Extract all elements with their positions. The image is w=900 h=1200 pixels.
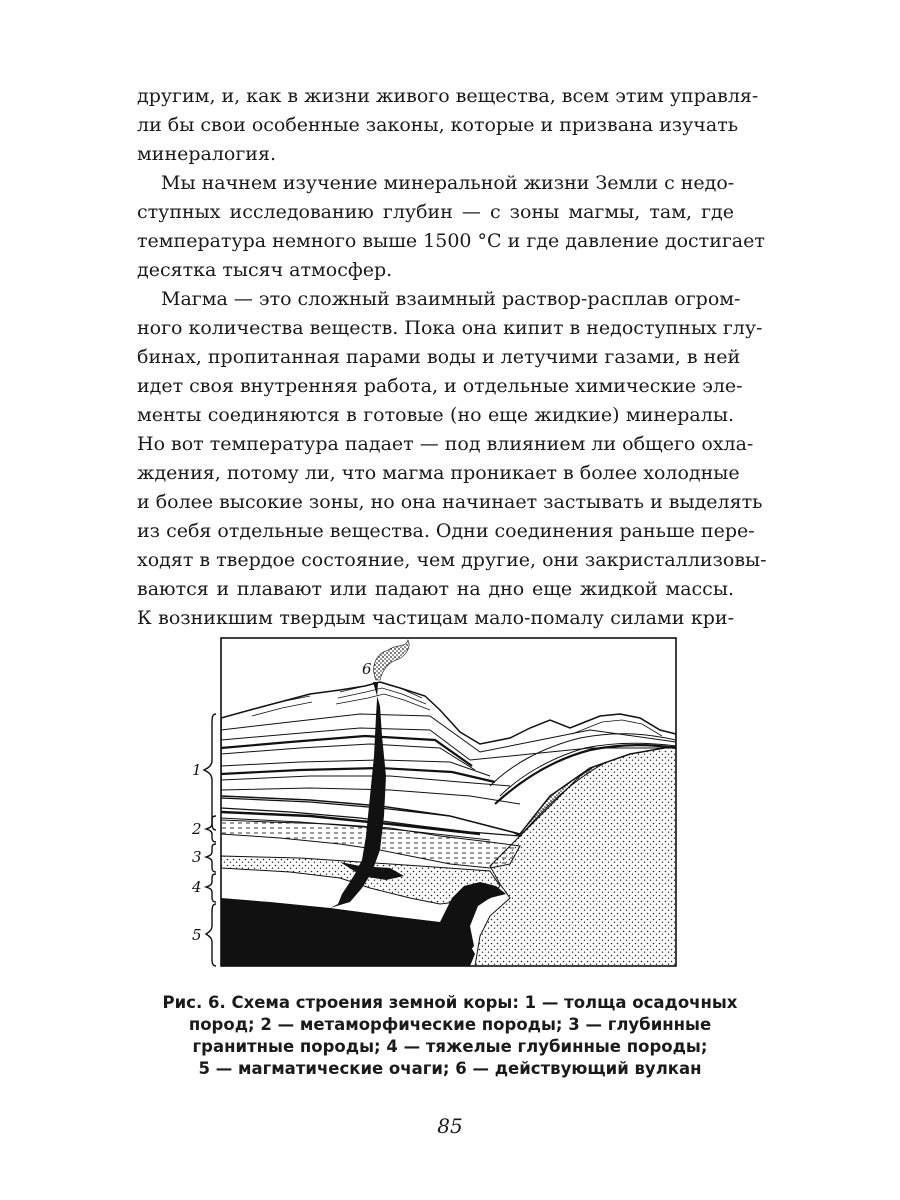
text-line: К возникшим твердым частицам мало-помалу силами кри- [137, 607, 734, 629]
text-line: Мы начнем изучение минеральной жизни Земли с недо- [161, 172, 735, 194]
text-line: ваются и плавают или падают на дно еще жидкой массы. [137, 578, 734, 600]
text-line: из себя отдельные вещества. Одни соединения раньше пере- [137, 520, 755, 542]
caption-line: 5 — магматические очаги; 6 — действующий вулкан [198, 1059, 702, 1078]
text-line: десятка тысяч атмосфер. [137, 259, 393, 281]
caption-line: гранитные породы; 4 — тяжелые глубинные породы; [192, 1037, 708, 1056]
text-line: идет своя внутренняя работа, и отдельные химические эле- [137, 375, 743, 397]
text-line: Магма — это сложный взаимный раствор-расплав огром- [161, 288, 741, 310]
page-number: 85 [437, 1114, 463, 1138]
text-line: ждения, потому ли, что магма проникает в более холодные [137, 462, 740, 484]
text-line: бинах, пропитанная парами воды и летучими газами, в ней [137, 346, 741, 368]
text-line: ли бы свои особенные законы, которые и призвана изучать [137, 114, 739, 136]
figure-label-2: 2 [192, 820, 202, 838]
figure-label-3: 3 [192, 848, 202, 866]
text-line: и более высокие зоны, но она начинает застывать и выделять [137, 491, 763, 513]
figure-label-4: 4 [192, 878, 202, 896]
figure-label-5: 5 [192, 926, 202, 944]
text-line: ного количества веществ. Пока она кипит в недоступных глу- [137, 317, 763, 339]
text-line: минералогия. [137, 143, 276, 165]
figure-caption [137, 992, 763, 1080]
body-text [137, 82, 767, 633]
text-line: Но вот температура падает — под влиянием ли общего охла- [137, 433, 754, 455]
text-line: ходят в твердое состояние, чем другие, они закристаллизовы- [137, 549, 767, 571]
figure-label-6: 6 [362, 660, 372, 678]
text-line: менты соединяются в готовые (но еще жидкие) минералы. [137, 404, 734, 426]
text-line: ступных исследованию глубин — с зоны магмы, там, где [137, 201, 734, 223]
caption-line: пород; 2 — метаморфические породы; 3 — глубинные [188, 1015, 712, 1034]
text-line: температура немного выше 1500 °С и где давление достигает [137, 230, 765, 252]
caption-line: Рис. 6. Схема строения земной коры: 1 — толща осадочных [162, 993, 738, 1012]
figure-label-1: 1 [192, 761, 202, 779]
text-line: другим, и, как в жизни живого вещества, всем этим управля- [137, 85, 759, 107]
earth-crust-diagram [190, 636, 690, 972]
